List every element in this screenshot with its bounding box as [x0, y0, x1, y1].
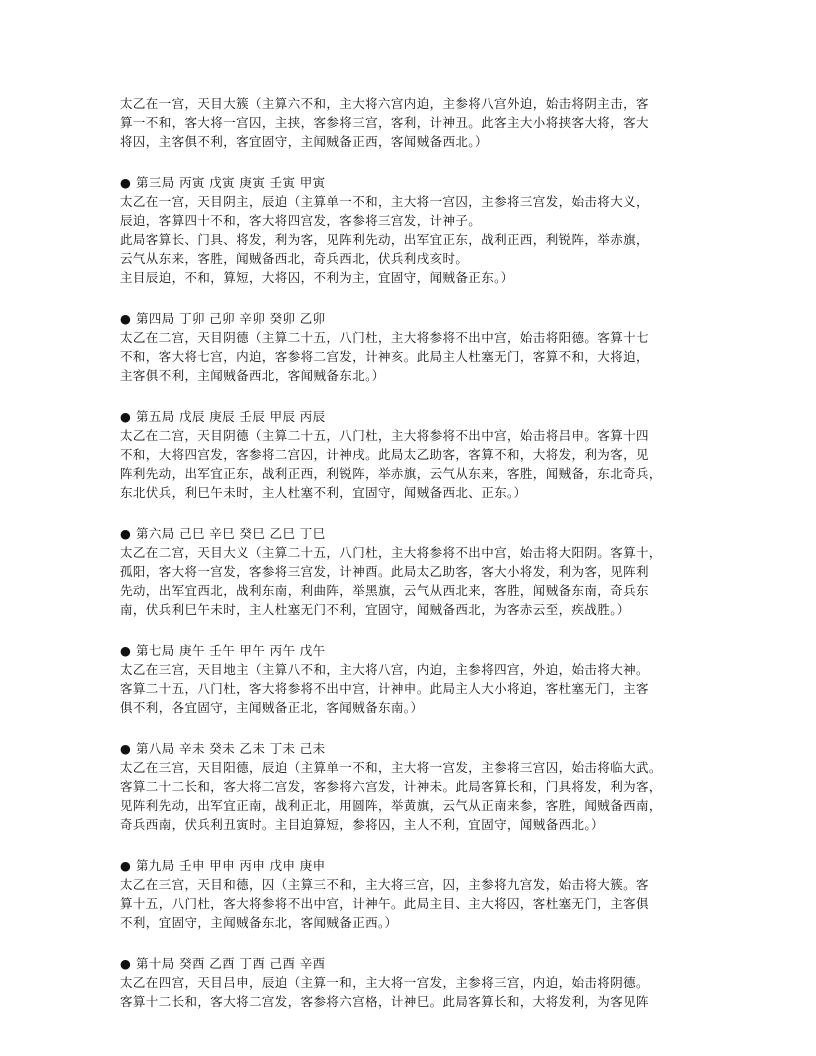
text-line: 太乙在二宫，天目阴德（主算二十五，八门杜，主大将参将不出中宫，始击将阳德。客算十七	[120, 330, 649, 345]
heading-text: 第五局 戊辰 庚辰 壬辰 甲辰 丙辰	[136, 409, 326, 424]
text-line: 不利，宜固守，主闻贼备东北，客闻贼备正西。）	[120, 915, 398, 930]
heading-text: 第三局 丙寅 戊寅 庚寅 壬寅 甲寅	[136, 175, 326, 190]
bullet-icon: ●	[120, 409, 132, 424]
text-line: 不和，客大将七宫，内迫，客参将二宫发，计神亥。此局主人杜塞无门，客算不和，大将迫，	[120, 349, 649, 364]
text-line: 孤阳，客大将一宫发，客参将三宫发，计神酉。此局太乙助客，客大小将发，利为客，见阵利	[120, 564, 649, 579]
heading-text: 第六局 己巳 辛巳 癸巳 乙巳 丁巳	[136, 526, 326, 541]
text-line: 太乙在二宫，天目阴德（主算二十五，八门杜，主大将参将不出中宫，始击将吕申。客算十四	[120, 428, 649, 443]
section-heading	[120, 954, 700, 973]
section-heading	[120, 856, 700, 875]
section-heading	[120, 524, 700, 543]
section-ju-5	[120, 407, 700, 502]
text-line: 主客俱不利，主闻贼备西北，客闻贼备东北。）	[120, 368, 385, 383]
bullet-icon: ●	[120, 858, 132, 873]
text-line: 算一不和，客大将一宫囚，主挟，客参将三宫，客利，计神丑。此客主大小将挟客大将，客大	[120, 115, 649, 130]
text-line: 太乙在一宫，天目大簇（主算六不和，主大将六宫内迫，主参将八宫外迫，始击将阴主击，客	[120, 96, 649, 111]
text-line: 太乙在四宫，天目吕申，辰迫（主算一和，主大将一宫发，主参将三宫，内迫，始击将阴德。	[120, 975, 649, 990]
text-line: 太乙在二宫，天目大义（主算二十五，八门杜，主大将参将不出中宫，始击将大阳阴。客算十，	[120, 545, 662, 560]
heading-text: 第四局 丁卯 己卯 辛卯 癸卯 乙卯	[136, 311, 326, 326]
text-line: 客算二十五，八门杜，客大将参将不出中宫，计神申。此局主人大小将迫，客杜塞无门，主客	[120, 681, 649, 696]
section-ju-9	[120, 856, 700, 932]
text-line: 南，伏兵利巳午未时，主人杜塞无门不利，宜固守，闻贼备西北，为客赤云至，疾战胜。）	[120, 602, 630, 617]
text-line: 先动，出军宜西北，战利东南，利曲阵，举黑旗，云气从西北来，客胜，闻贼备东南，奇兵东	[120, 583, 649, 598]
section-ju-8	[120, 739, 700, 834]
section-heading	[120, 309, 700, 328]
bullet-icon: ●	[120, 956, 132, 971]
text-line: 客算十二长和，客大将二宫发，客参将六宫格，计神巳。此局客算长和，大将发利，为客见阵	[120, 994, 649, 1009]
bullet-icon: ●	[120, 643, 132, 658]
heading-text: 第十局 癸酉 乙酉 丁酉 己酉 辛酉	[136, 956, 326, 971]
section-heading	[120, 407, 700, 426]
text-line: 将囚，主客俱不利，客宜固守，主闻贼备正西，客闻贼备西北。）	[120, 134, 488, 149]
section-ju-10	[120, 954, 700, 1011]
text-line: 辰迫，客算四十不和，客大将四宫发，客参将三宫发，计神子。	[120, 213, 482, 228]
heading-text: 第七局 庚午 壬午 甲午 丙午 戊午	[136, 643, 326, 658]
bullet-icon: ●	[120, 741, 132, 756]
text-line: 阵利先动，出军宜正东，战利正西，利锐阵，举赤旗，云气从东来，客胜，闻贼备，东北奇兵，	[120, 466, 662, 481]
bullet-icon: ●	[120, 526, 132, 541]
text-line: 见阵利先动，出军宜正南，战利正北，用圆阵，举黄旗，云气从正南来参，客胜，闻贼备西南，	[120, 798, 662, 813]
text-line: 奇兵西南，伏兵利丑寅时。主目迫算短，参将囚，主人不利，宜固守，闻贼备西北。）	[120, 817, 604, 832]
text-line: 东北伏兵，利巳午未时，主人杜塞不利，宜固守，闻贼备西北、正东。）	[120, 485, 527, 500]
section-ju-7	[120, 641, 700, 717]
text-line: 太乙在一宫，天目阴主，辰迫（主算单一不和，主大将一宫囚，主参将三宫发，始击将大义，	[120, 194, 649, 209]
section-ju-4	[120, 309, 700, 385]
section-heading	[120, 173, 700, 192]
section-heading	[120, 739, 700, 758]
bullet-icon: ●	[120, 311, 132, 326]
text-line: 不和，大将四宫发，客参将二宫囚，计神戌。此局太乙助客，客算不和，大将发，利为客，见	[120, 447, 649, 462]
text-line: 客算二十二长和，客大将二宫发，客参将六宫发，计神未。此局客算长和，门具将发，利为客，	[120, 779, 662, 794]
text-line: 太乙在三宫，天目和德，囚（主算三不和，主大将三宫，囚，主参将九宫发，始击将大簇。客	[120, 877, 649, 892]
bullet-icon: ●	[120, 175, 132, 190]
heading-text: 第八局 辛未 癸未 乙未 丁未 己未	[136, 741, 326, 756]
section-ju-3	[120, 173, 700, 287]
text-line: 此局客算长、门具、将发，利为客，见阵利先动，出军宜正东，战利正西，利锐阵，举赤旗，	[120, 232, 649, 247]
text-line: 太乙在三宫，天目地主（主算八不和，主大将八宫，内迫，主参将四宫，外迫，始击将大神。	[120, 662, 649, 677]
text-line: 俱不利，各宜固守，主闻贼备正北，客闻贼备东南。）	[120, 700, 424, 715]
text-line: 太乙在三宫，天目阳德，辰迫（主算单一不和，主大将一宫发，主参将三宫囚，始击将临大武。	[120, 760, 662, 775]
text-line: 算十五，八门杜，客大将参将不出中宫，计神午。此局主目、主大将囚，客杜塞无门，主客俱	[120, 896, 649, 911]
intro-paragraph	[120, 94, 700, 151]
text-line: 云气从东来，客胜，闻贼备西北，奇兵西北，伏兵利戌亥时。	[120, 251, 469, 266]
document-page	[120, 94, 700, 1033]
heading-text: 第九局 壬申 甲申 丙申 戊申 庚申	[136, 858, 326, 873]
section-ju-6	[120, 524, 700, 619]
text-line: 主目辰迫，不和，算短，大将囚，不利为主，宜固守，闻贼备正东。）	[120, 270, 514, 285]
section-heading	[120, 641, 700, 660]
